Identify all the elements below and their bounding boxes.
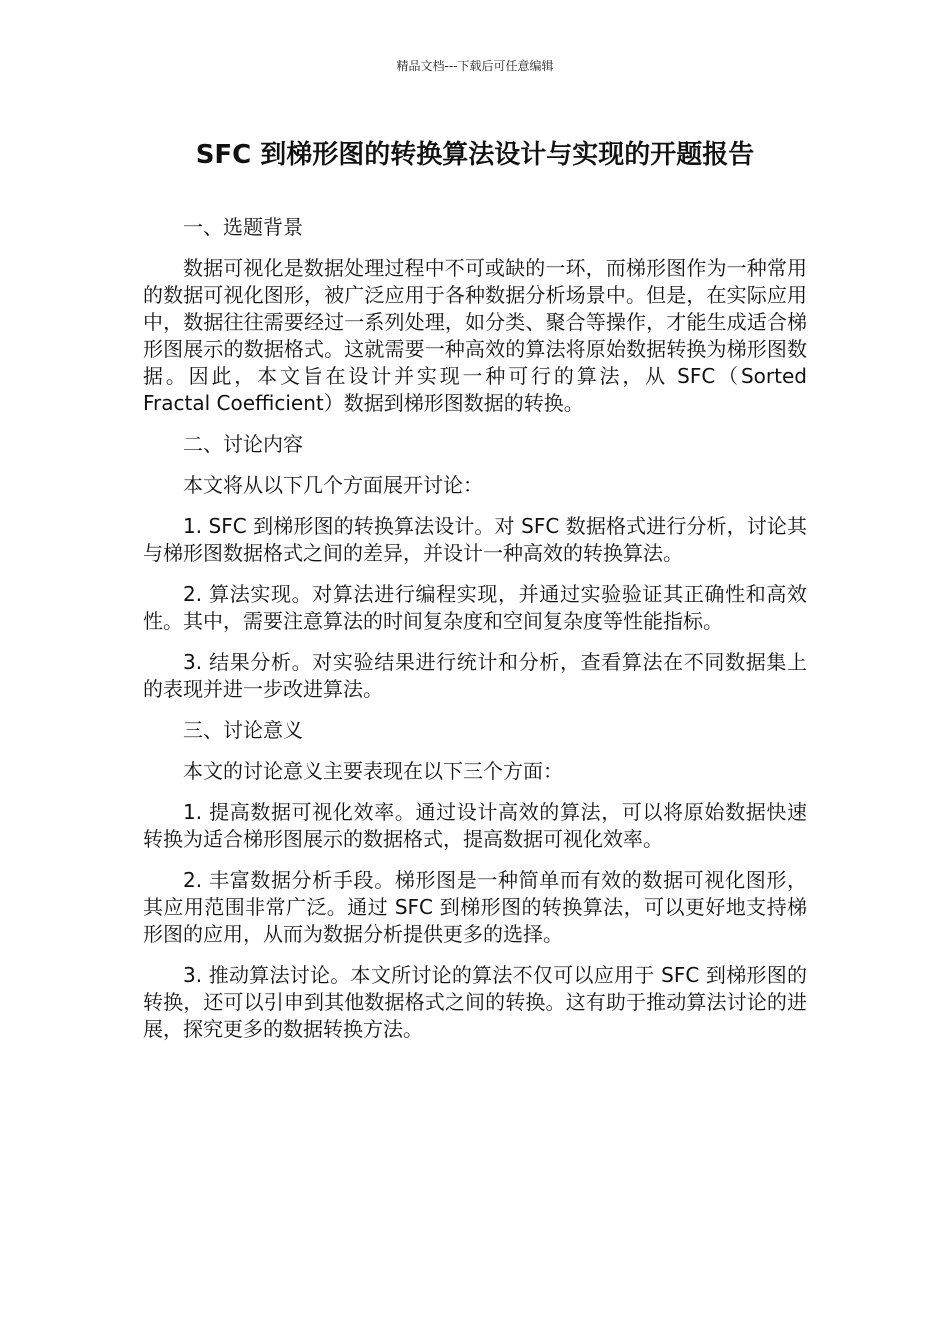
paragraph-content-item-3: 3. 结果分析。对实验结果进行统计和分析，查看算法在不同数据集上的表现并进一步改进算法。	[143, 650, 807, 701]
paragraph-content-intro: 本文将从以下几个方面展开讨论：	[183, 473, 483, 497]
paragraph-significance-item-2: 2. 丰富数据分析手段。梯形图是一种简单而有效的数据可视化图形，其应用范围非常广泛。通过 SFC 到梯形图的转换算法，可以更好地支持梯形图的应用，从而为数据分析提供更多的选择。	[143, 868, 807, 946]
section-heading-content: 二、讨论内容	[183, 432, 303, 456]
document-body	[143, 214, 807, 1057]
paragraph-content-item-1: 1. SFC 到梯形图的转换算法设计。对 SFC 数据格式进行分析，讨论其与梯形图数据格式之间的差异，并设计一种高效的转换算法。	[143, 514, 807, 565]
page-header: 精品文档---下载后可任意编辑	[396, 59, 554, 73]
paragraph-significance-item-1: 1. 提高数据可视化效率。通过设计高效的算法，可以将原始数据快速转换为适合梯形图展示的数据格式，提高数据可视化效率。	[143, 800, 807, 851]
document-title: SFC 到梯形图的转换算法设计与实现的开题报告	[195, 140, 755, 170]
paragraph-significance-intro: 本文的讨论意义主要表现在以下三个方面：	[183, 759, 563, 783]
paragraph-background: 数据可视化是数据处理过程中不可或缺的一环，而梯形图作为一种常用的数据可视化图形，被广泛应用于各种数据分析场景中。但是，在实际应用中，数据往往需要经过一系列处理，如分类、聚合等操作，才能生成适合梯形图展示的数据格式。这就需要一种高效的算法将原始数据转换为梯形图数据。因此，本文旨在设计并实现一种可行的算法，从 SFC（Sorted Fractal Coefficient）数据到梯形图数据的转换。	[143, 256, 807, 415]
section-heading-significance: 三、讨论意义	[183, 718, 303, 742]
paragraph-content-item-2: 2. 算法实现。对算法进行编程实现，并通过实验验证其正确性和高效性。其中，需要注意算法的时间复杂度和空间复杂度等性能指标。	[143, 582, 807, 633]
section-heading-background: 一、选题背景	[183, 215, 303, 239]
paragraph-significance-item-3: 3. 推动算法讨论。本文所讨论的算法不仅可以应用于 SFC 到梯形图的转换，还可以引申到其他数据格式之间的转换。这有助于推动算法讨论的进展，探究更多的数据转换方法。	[143, 963, 807, 1041]
